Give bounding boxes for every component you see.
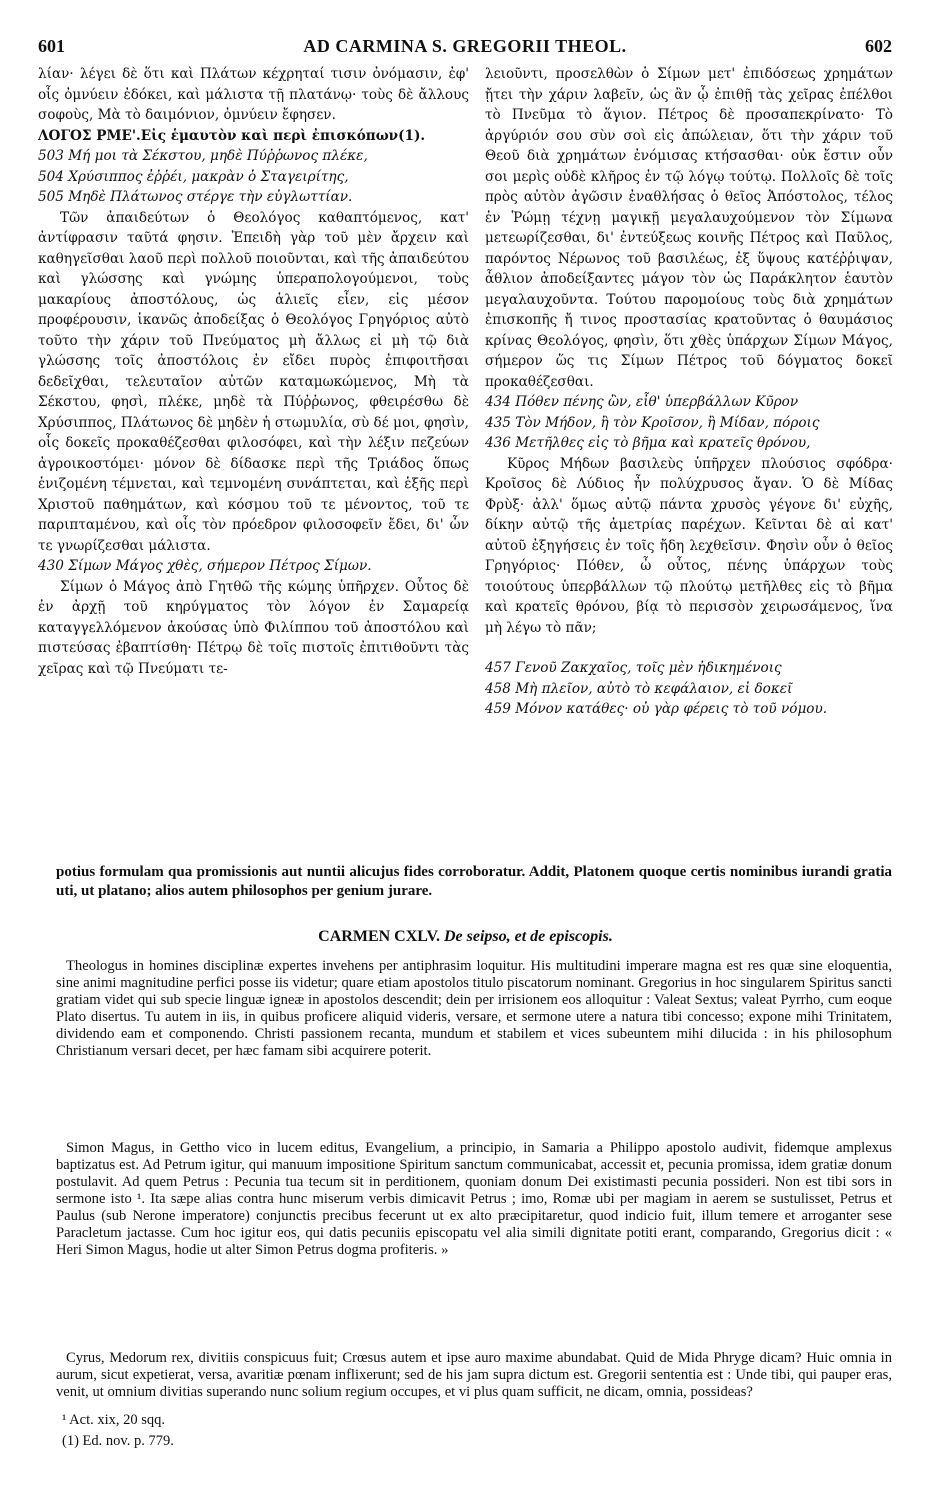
verse-434: 434 Πόθεν πένης ὢν, εἶθ' ὑπερβάλλων Κῦρον: [485, 394, 799, 410]
latin-intro: [56, 863, 892, 901]
carmen-heading: [0, 928, 931, 946]
page-number-left: 601: [38, 36, 65, 56]
latin-body: [56, 1350, 892, 1401]
left-column: [38, 64, 469, 679]
latin-paragraph: Cyrus, Medorum rex, divitiis conspicuus fuit; Crœsus autem et ipse auro maxime abundabat. Quid de Mida Phryge dicam? Huic omnia in aurum, sicut expetierat, versa, avaritiæ pœnam inflixerunt; sed de his jam supra dictum est. Gregorii sententia est : Unde tibi, qui pauper eras, venit, ut omnium divitias superando nunc solium regium occupes, et vi plus quam sufficit, ne dicam, omnia, possideas?: [56, 1350, 892, 1400]
running-title: AD CARMINA S. GREGORII THEOL.: [303, 36, 627, 56]
greek-paragraph: λειοῦντι, προσελθὼν ὁ Σίμων μετ' ἐπιδόσεως χρημάτων ᾔτει τὴν χάριν λαβεῖν, ὡς ἂν ᾧ ἐπιθῇ τὰς χεῖρας ἐπέλθοι τὸ Πνεῦμα τὸ ἅγιον. Πέτρος δὲ προσαπεκρίνατο· Τὸ ἀργύριόν σου σὺν σοὶ εἰς ἀπώλειαν, ὅτι τὴν χάριν τοῦ Θεοῦ διὰ χρημάτων ἐνόμισας κτήσασθαι· οὐκ ἔστιν οὖν σοι μερὶς οὐδὲ κλῆρος ἐν τῷ λόγῳ τούτῳ. Πολλοῖς δὲ τοῖς πρὸς αὐτὸν ἀγῶσιν ἐναθλήσας ὁ θεῖος Ἀπόστολος, τέλος ἐν Ῥώμῃ τέχνῃ μαγικῇ μεγαλαυχούμενον τὸν Σίμωνα μετεωρίζεσθαι, δι' ἐντεύξεως κοινῆς Πέτρος καὶ Παῦλος, παρόντος Νέρωνος τοῦ βασιλέως, ἐξ ὕψους κατέῤῥιψαν, ἆθλιον ἀποδείξαντες μάγον τὸν ὡς Παράκλητον ἑαυτὸν μεγαλαυχοῦντα. Τούτου παρομοίους τοὺς διὰ χρημάτων ἐπισκοπῆς ἤ τινος προστασίας κρατοῦντας ὁ θαυμάσιος κρίνας Θεολόγος, φησὶν, ὅτι χθὲς ὑπάρχων Σίμων Μάγος, σήμερον ὥς τις Σίμων Πέτρος τοῦ δόγματος δοκεῖ προκαθέζεσθαι.: [485, 66, 893, 390]
carmen-number: CARMEN CXLV.: [318, 928, 440, 945]
verse-503: 503 Μή μοι τὰ Σέκστου, μηδὲ Πύῤῥωνος πλέκε,: [38, 148, 368, 164]
verse-435: 435 Τὸν Μήδον, ἢ τὸν Κροῖσον, ἢ Μίδαν, πόροις: [485, 414, 820, 431]
greek-paragraph: Κῦρος Μήδων βασιλεὺς ὑπῆρχεν πλούσιος σφόδρα· Κροῖσος δὲ Λύδιος ἦν πολύχρυσος ἄγαν. Ὁ δὲ Μίδας Φρὺξ· ἀλλ' ὅμως αὐτῷ πάντα χρυσὸς γέγονε δι' εὐχῆς, δίκην αὐτῷ τῆς ἀμετρίας παρέχων. Κεῖνται δὲ αἱ κατ' αὐτοῦ ἐξηγήσεις ἐν τοῖς ἤδη λεχθεῖσιν. Φησὶν οὖν ὁ θεῖος Γρηγόριος· Πόθεν, ὦ οὗτος, πένης ὑπάρχων τοὺς τοιούτους ὑπερβάλλων τῷ πλούτῳ μετῆλθες εἰς τὸ βῆμα καὶ κρατεῖς θρόνου, βίᾳ τὸ περισσὸν χειρωσάμενος, ἵνα μὴ λέγω τὸ πᾶν;: [485, 455, 893, 636]
verse-457: 457 Γενοῦ Ζακχαῖος, τοῖς μὲν ἠδικημένοις: [485, 660, 782, 676]
verse-504: 504 Χρύσιππος ἐῤῥέι, μακρὰν ὁ Σταγειρίτης,: [38, 168, 349, 185]
latin-body: [56, 958, 892, 1060]
carmen-subtitle: De seipso, et de episcopis.: [443, 928, 613, 945]
page-number-right: 602: [865, 36, 892, 56]
running-header: [38, 36, 892, 58]
greek-paragraph: λίαν· λέγει δὲ ὅτι καὶ Πλάτων κέχρηταί τισιν ὀνόμασιν, ἐφ' οἷς ὀμνύειν ἐδόκει, καὶ μάλιστα τῇ πλατάνῳ· τοὺς δὲ ἄλλους σοφοὺς, Μὰ τὸ δαιμόνιον, ὀμνύειν ἔφησεν.: [38, 66, 469, 123]
verse-430: 430 Σίμων Μάγος χθὲς, σήμερον Πέτρος Σίμων.: [38, 558, 372, 574]
right-column: [485, 64, 893, 720]
latin-intro-text: potius formulam qua promissionis aut nuntii alicujus fides corroboratur. Addit, Platonem quoque certis nominibus iurandi gratia uti, ut platano; alios autem philosophos per genium jurare.: [56, 864, 892, 899]
footnote-1: ¹ Act. xix, 20 sqq.: [62, 1412, 166, 1428]
verse-459: 459 Μόνον κατάθες· οὐ γὰρ φέρεις τὸ τοῦ νόμου.: [485, 701, 828, 717]
greek-paragraph: Τῶν ἀπαιδεύτων ὁ Θεολόγος καθαπτόμενος, κατ' ἀντίφρασιν ταῦτά φησιν. Ἐπειδὴ γὰρ τοῦ μὲν ἄρχειν καὶ καθηγεῖσθαι λαοῦ περὶ πολλοῦ ποιοῦνται, καὶ τῆς ἀπαιδεύτου καὶ γλώσσης καὶ γνώμης ὑπεραπολογούμενοι, τοὺς μακαρίους ἀποστόλους, ὡς ἁλιεῖς εἶεν, εἰς μέσον προφέρουσιν, ἱκανῶς ἀποδείξας ὁ Θεολόγος Γρηγόριος αὐτὸ τοῦτο τὴν χάριν τοῦ Πνεύματος μὴ ἄλλως εἰ μὴ τῷ διὰ γλώσσης τοῖς ἀποστόλοις ἐν εἴδει πυρὸς ἐπιφοιτῆσαι δεδεῖχθαι, τελευταῖον αὐτῶν καταμωκώμενος, Μὴ τὰ Σέκστου, φησὶ, πλέκε, μηδὲ τὰ Πύῤῥωνος, φθειρέσθω δὲ Χρύσιππος, Πλάτωνος δὲ μηδὲν ἡ στωμυλία, σὺ δέ μοι, φησὶν, οἷς δοκεῖς προκαθέζεσθαι φιλοσόφει, καὶ τὴν λέξιν πεζεύων ἀγροικοστόμει· μόνον δὲ δίδασκε περὶ τῆς Τριάδος ὅπως ἑνιζομένη τέμνεται, καὶ τεμνομένη συνάπτεται, καὶ ἑξῆς περὶ Χριστοῦ παθημάτων, καὶ κόσμου τοῦ τε μένοντος, τοῦ τε παριπταμένου, καὶ οἷς τὸν πρόεδρον φιλοσοφεῖν ἔδει, δι' ὧν τε γνωρίζεσθαι μάλιστα.: [38, 209, 469, 554]
latin-paragraph: Simon Magus, in Gettho vico in lucem editus, Evangelium, a principio, in Samaria a Philippo apostolo audivit, fidemque amplexus baptizatus est. Ad Petrum igitur, qui manuum impositione Spiritum sanctum communicabat, accessit et, pecunia promissa, idem gratiæ donum postulavit. Ad quem Petrus : Pecunia tua tecum sit in perditionem, quoniam donum Dei existimasti pecunia possideri. Non est tibi sors in sermone isto ¹. Ita sæpe alias contra hunc miserum verbis dimicavit Petrus ; imo, Romæ ubi per magiam in aerem se sustulisset, Petrus et Paulus (sub Nerone imperatore) conjunctis precibus fecerunt ut ex alto præcipitaretur, quod indicio fuit, illum temere et arroganter sese Paracletum jactasse. Cum hoc igitur eos, qui datis pecuniis episcopatu vel alia simili dignitate potiti erant, comparando, Gregorius dicit : « Heri Simon Magus, hodie ut alter Simon Petrus dogma profiteris. »: [56, 1140, 892, 1258]
greek-paragraph: Σίμων ὁ Μάγος ἀπὸ Γητθῶ τῆς κώμης ὑπῆρχεν. Οὗτος δὲ ἐν ἀρχῇ τοῦ κηρύγματος τὸν λόγον ἐν Σαμαρείᾳ καταγγελλόμενον ἀκούσας ὑπὸ Φιλίππου τοῦ ἀποστόλου καὶ πιστεύσας ἐβαπτίσθη· Πέτρῳ δὲ τοῖς πιστοῖς ἐπιτιθοῦντι τὰς χεῖρας καὶ τῷ Πνεύματι τε-: [38, 578, 469, 677]
footnotes: [62, 1410, 174, 1452]
verse-436: 436 Μετῆλθες εἰς τὸ βῆμα καὶ κρατεῖς θρόνου,: [485, 435, 811, 451]
latin-body: [56, 1140, 892, 1259]
verse-458: 458 Μὴ πλεῖον, αὐτὸ τὸ κεφάλαιον, εἰ δοκεῖ: [485, 680, 793, 697]
footnote-2: (1) Ed. nov. p. 779.: [62, 1433, 174, 1449]
verse-505: 505 Μηδὲ Πλάτωνος στέργε τὴν εὐγλωττίαν.: [38, 189, 353, 205]
logos-heading: ΛΟΓΟΣ ΡΜΕ'.Εἰς ἑμαυτὸν καὶ περὶ ἐπισκόπων(1).: [38, 127, 426, 144]
latin-paragraph: Theologus in homines disciplinæ expertes invehens per antiphrasim loquitur. His multitudini imperare magna est res quæ sine eloquentia, sine animi magnitudine perfici posse iis videtur; quare etiam apostolos titulo piscatorum nominant. Gregorius in hoc singularem Spiritus sancti gratiam videt qui sub specie linguæ igneæ in apostolos descendit; dein per irrisionem eos alloquitur : Valeat Sextus; valeat Pyrrho, cum eoque Plato disertus. Tu autem in iis, in quibus proficere aliquid videris, versare, et sermone utere a natura tibi concesso; expone mihi Trinitatem, dividendo eam et componendo. Christi passionem recanta, mundum et stabilem et vices subeuntem mihi dilucida : in his philosophum Christianum versari decet, per hæc famam sibi acquirere poterit.: [56, 958, 892, 1059]
